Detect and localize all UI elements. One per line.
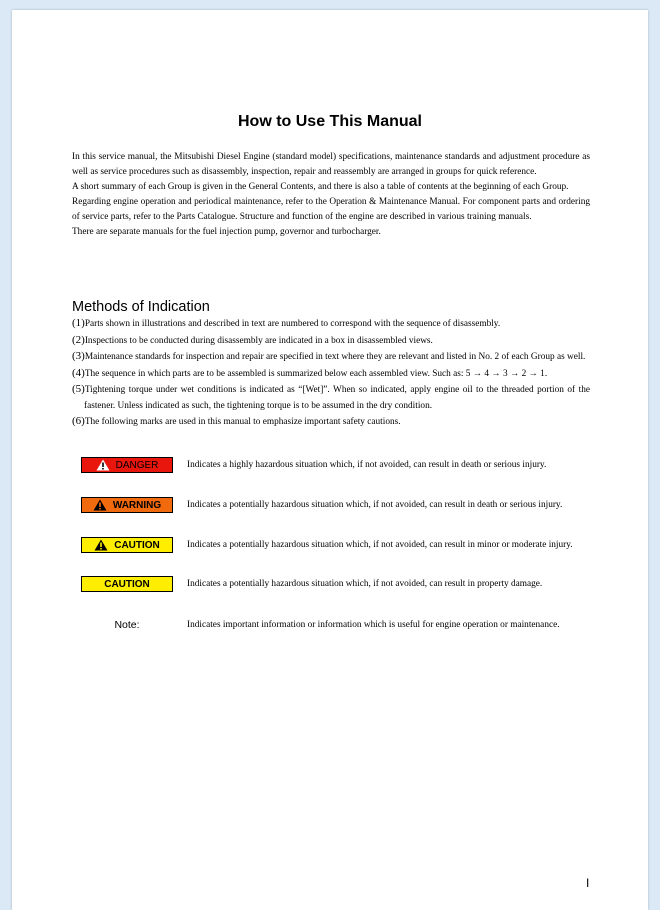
signal-row-danger: [81, 457, 621, 477]
methods-item-number: (4): [72, 366, 85, 379]
methods-item-text: Inspections to be conducted during disassembly are indicated in a box in disassembled views.: [84, 335, 433, 346]
warning-triangle-icon: [94, 539, 108, 551]
signal-row-caution-injury: [81, 537, 621, 557]
intro-paragraph: A short summary of each Group is given in the General Contents, and there is also a table of contents at the beginning of each Group.: [72, 182, 569, 192]
methods-item: [72, 333, 590, 350]
methods-item: [72, 316, 590, 333]
methods-item-text: Parts shown in illustrations and described in text are numbered to correspond with the sequence of disassembly.: [84, 319, 501, 329]
methods-item-number: (1): [72, 317, 85, 329]
methods-item-text: Maintenance standards for inspection and repair are specified in text where they are relevant and listed in No. 2 of each Group as well.: [84, 352, 586, 362]
caution-injury-label: CAUTION: [114, 539, 160, 551]
methods-item-number: (3): [72, 350, 85, 362]
caution-injury-badge: [81, 537, 173, 553]
methods-item-text: The sequence in which parts are to be assembled is summarized below each assembled view. Such as: 5 → 4 → 3 → 2 → 1.: [84, 368, 548, 379]
signal-row-warning: [81, 497, 621, 517]
methods-list: [72, 316, 590, 431]
methods-item: [72, 349, 590, 366]
caution-property-badge: [81, 576, 173, 592]
note-badge: [81, 617, 173, 633]
warning-label: WARNING: [112, 499, 162, 511]
warning-badge: [81, 497, 173, 513]
caution-property-label: CAUTION: [104, 578, 150, 590]
danger-label: DANGER: [115, 459, 159, 471]
caution-property-description: Indicates a potentially hazardous situation which, if not avoided, can result in property damage.: [187, 579, 543, 589]
caution-injury-description: Indicates a potentially hazardous situation which, if not avoided, can result in minor or moderate injury.: [187, 540, 573, 550]
warning-description: Indicates a potentially hazardous situation which, if not avoided, can result in death or serious injury.: [187, 500, 563, 510]
methods-item-number: (6): [72, 415, 85, 427]
methods-heading: Methods of Indication: [72, 299, 210, 315]
intro-paragraph: Regarding engine operation and periodical maintenance, refer to the Operation & Maintenance Manual. For component parts and ordering of service parts, refer to the Parts Catalogue. Structure and function of the engine are described in various training manuals.: [72, 197, 590, 222]
page-title: How to Use This Manual: [237, 113, 422, 130]
methods-item-text: Tightening torque under wet conditions is indicated as “[Wet]”. When so indicated, apply engine oil to the threaded portion of the fastener. Unless indicated as such, the tightening torque is to be assumed in the dry condition.: [84, 385, 590, 411]
signal-row-caution-property: [81, 576, 621, 596]
methods-item-number: (2): [72, 333, 85, 346]
intro-paragraph: There are separate manuals for the fuel injection pump, governor and turbocharger.: [72, 227, 381, 237]
danger-description: Indicates a highly hazardous situation which, if not avoided, can result in death or serious injury.: [187, 460, 547, 470]
warning-triangle-icon: [93, 499, 107, 511]
note-label: Note:: [114, 619, 140, 631]
methods-item: [72, 366, 590, 383]
methods-item: [72, 414, 590, 431]
signal-row-note: [81, 617, 621, 637]
intro-section: [72, 150, 590, 240]
methods-item: [72, 382, 590, 414]
methods-item-text: The following marks are used in this manual to emphasize important safety cautions.: [84, 417, 401, 427]
methods-item-number: (5): [72, 383, 85, 395]
intro-paragraph: In this service manual, the Mitsubishi Diesel Engine (standard model) specifications, maintenance standards and adjustment procedure as well as service procedures such as disassembly, inspection, repair and reassembly are arranged in groups for quick reference.: [72, 152, 590, 177]
document-page: [12, 10, 648, 910]
note-description: Indicates important information or information which is useful for engine operation or maintenance.: [187, 620, 560, 630]
danger-badge: [81, 457, 173, 473]
page-number: I: [586, 876, 590, 890]
warning-triangle-icon: [96, 459, 110, 471]
